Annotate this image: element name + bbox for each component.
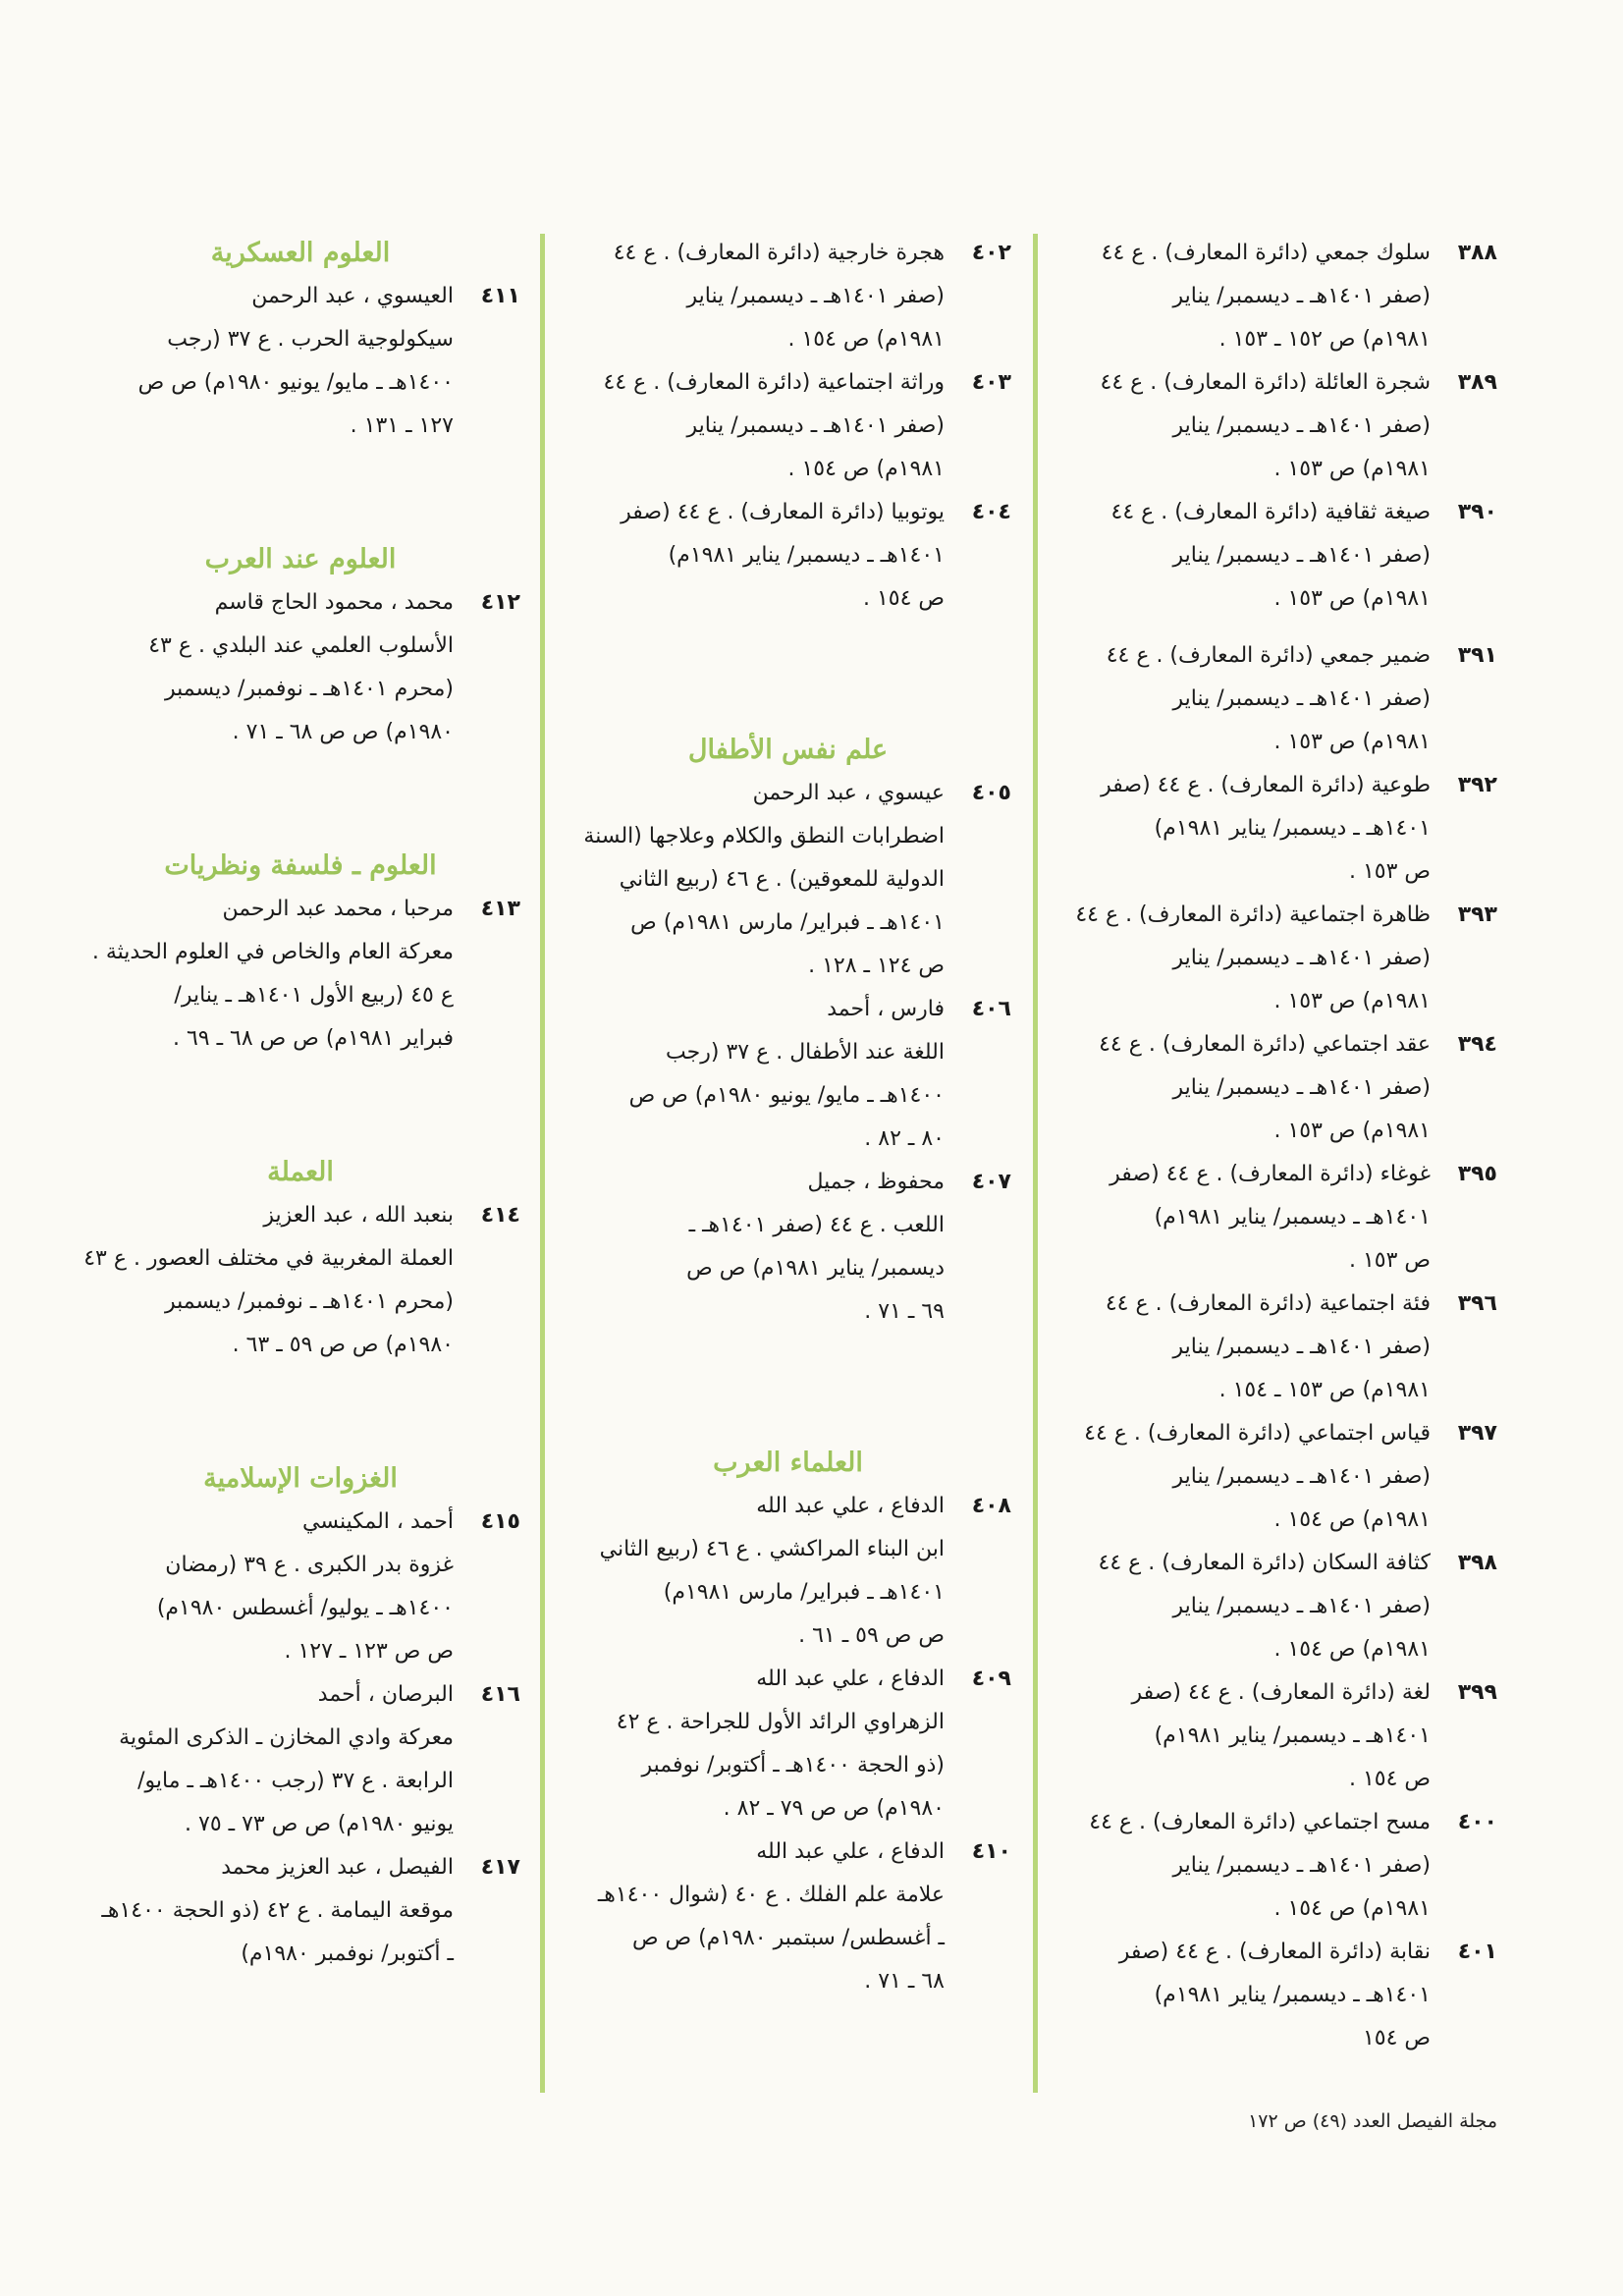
entry-line: ١٤٠١هـ ـ ديسمبر/ يناير ١٩٨١م) xyxy=(1154,1723,1431,1748)
entry-text xyxy=(1055,361,1431,491)
entry-line: ١٩٨١م) ص ١٥٤ . xyxy=(787,327,945,352)
index-entry xyxy=(565,1831,1011,2003)
index-entry xyxy=(565,1485,1011,1658)
entry-number: ٤٠١ xyxy=(1457,1940,1497,1964)
entry-line: معركة وادي المخازن ـ الذكرى المئوية xyxy=(119,1725,454,1750)
index-entry xyxy=(1055,1542,1497,1671)
entry-number: ٤١٤ xyxy=(480,1203,520,1228)
entry-number: ٣٩٠ xyxy=(1457,500,1497,524)
entry-line: وراثة اجتماعية (دائرة المعارف) . ع ٤٤ xyxy=(603,370,945,395)
index-entry xyxy=(81,1673,520,1846)
entry-line: مسح اجتماعي (دائرة المعارف) . ع ٤٤ xyxy=(1089,1810,1431,1834)
block-spacer xyxy=(1055,621,1497,634)
entry-line: ص ص ١٢٣ ـ ١٢٧ . xyxy=(284,1639,454,1664)
entry-text xyxy=(565,1485,945,1658)
entry-text xyxy=(565,1161,945,1334)
page-footer: مجلة الفيصل العدد (٤٩) ص ١٧٢ xyxy=(1248,2110,1497,2132)
entry-line: (صفر ١٤٠١هـ ـ ديسمبر/ يناير xyxy=(1172,946,1431,970)
entry-line: شجرة العائلة (دائرة المعارف) . ع ٤٤ xyxy=(1100,370,1431,395)
entry-number: ٤٠٧ xyxy=(971,1170,1011,1194)
entry-line: سيكولوجية الحرب . ع ٣٧ (رجب xyxy=(167,327,454,352)
entry-line: مرحبا ، محمد عبد الرحمن xyxy=(222,897,454,921)
entry-line: طوعية (دائرة المعارف) . ع ٤٤ (صفر xyxy=(1101,773,1431,797)
entry-line: ص ١٥٣ . xyxy=(1348,1248,1431,1273)
entry-line: ١٩٨١م) ص ١٥٤ . xyxy=(1273,1896,1431,1921)
entry-text xyxy=(565,1831,945,2003)
index-entry xyxy=(565,988,1011,1161)
entry-text xyxy=(1055,232,1431,361)
entry-number: ٤٠٨ xyxy=(971,1494,1011,1518)
entry-line: ص ١٥٣ . xyxy=(1348,859,1431,884)
entry-line: (صفر ١٤٠١هـ ـ ديسمبر/ يناير xyxy=(1172,1464,1431,1489)
entry-line: ص ص ٥٩ ـ ٦١ . xyxy=(798,1623,945,1648)
entry-line: الدفاع ، علي عبد الله xyxy=(756,1839,945,1864)
entry-line: نقابة (دائرة المعارف) . ع ٤٤ (صفر xyxy=(1118,1940,1431,1964)
entry-number: ٣٨٨ xyxy=(1457,241,1497,265)
entry-line: ص ١٥٤ . xyxy=(1348,1767,1431,1791)
entry-text xyxy=(1055,1412,1431,1542)
entry-line: ١٩٨١م) ص ١٥٤ . xyxy=(1273,1637,1431,1662)
entry-text xyxy=(1055,1801,1431,1931)
entry-text xyxy=(565,1658,945,1831)
entry-line: ١٩٨١م) ص ١٥٤ . xyxy=(787,457,945,481)
entry-text xyxy=(81,1501,454,1673)
section-heading: العلماء العرب xyxy=(713,1448,863,1478)
entry-number: ٤٠٥ xyxy=(971,781,1011,805)
block-spacer xyxy=(81,1367,520,1457)
entry-line: ١٩٨١م) ص ١٥٣ ـ ١٥٤ . xyxy=(1218,1378,1431,1402)
entry-text xyxy=(1055,1283,1431,1412)
index-entry xyxy=(81,1501,520,1673)
entry-number: ٣٨٩ xyxy=(1457,370,1497,395)
entry-text xyxy=(1055,1023,1431,1153)
entry-line: الزهراوي الرائد الأول للجراحة . ع ٤٢ xyxy=(616,1710,945,1734)
entry-line: (صفر ١٤٠١هـ ـ ديسمبر/ يناير xyxy=(686,413,945,438)
entry-text xyxy=(1055,1671,1431,1801)
entry-line: (صفر ١٤٠١هـ ـ ديسمبر/ يناير xyxy=(1172,1594,1431,1618)
entry-line: فبراير ١٩٨١م) ص ص ٦٨ ـ ٦٩ . xyxy=(172,1026,454,1051)
entry-line: لغة (دائرة المعارف) . ع ٤٤ (صفر xyxy=(1131,1680,1431,1705)
index-entry xyxy=(81,1846,520,1976)
entry-number: ٤٠٤ xyxy=(971,500,1011,524)
section-heading: العلوم العسكرية xyxy=(210,238,391,268)
entry-text xyxy=(1055,1931,1431,2060)
entry-number: ٤١٢ xyxy=(480,590,520,615)
entry-line: ١٤٠١هـ ـ فبراير/ مارس ١٩٨١م) xyxy=(663,1580,945,1605)
entry-line: علامة علم الفلك . ع ٤٠ (شوال ١٤٠٠هـ xyxy=(597,1883,945,1907)
index-entry xyxy=(1055,764,1497,894)
entry-line: ١٩٨١م) ص ١٥٣ . xyxy=(1273,586,1431,611)
entry-line: ١٢٧ ـ ١٣١ . xyxy=(350,413,454,438)
entry-line: ـ أغسطس/ سبتمبر ١٩٨٠م) ص ص xyxy=(631,1926,945,1950)
index-entry xyxy=(1055,491,1497,621)
block-spacer xyxy=(565,621,1011,729)
column-divider-left xyxy=(540,234,545,2093)
entry-line: ضمير جمعي (دائرة المعارف) . ع ٤٤ xyxy=(1106,643,1431,668)
entry-text xyxy=(1055,764,1431,894)
entry-line: ظاهرة اجتماعية (دائرة المعارف) . ع ٤٤ xyxy=(1075,902,1431,927)
entry-line: ديسمبر/ يناير ١٩٨١م) ص ص xyxy=(686,1256,945,1281)
entry-number: ٣٩٥ xyxy=(1457,1162,1497,1186)
entry-line: قياس اجتماعي (دائرة المعارف) . ع ٤٤ xyxy=(1084,1421,1431,1446)
entry-number: ٤٠٢ xyxy=(971,241,1011,265)
block-spacer xyxy=(81,448,520,538)
entry-line: (صفر ١٤٠١هـ ـ ديسمبر/ يناير xyxy=(1172,686,1431,711)
entry-line: ٨٠ ـ ٨٢ . xyxy=(864,1126,945,1151)
entry-line: (محرم ١٤٠١هـ ـ نوفمبر/ ديسمبر xyxy=(164,1289,454,1314)
entry-number: ٣٩٩ xyxy=(1457,1680,1497,1705)
index-entry xyxy=(81,888,520,1061)
column-divider-right xyxy=(1033,234,1038,2093)
index-entry xyxy=(1055,894,1497,1023)
index-entry xyxy=(565,772,1011,988)
section-heading: العلوم ـ فلسفة ونظريات xyxy=(164,850,437,881)
entry-number: ٤١٣ xyxy=(480,897,520,921)
entry-text xyxy=(81,888,454,1061)
entry-line: ١٩٨١م) ص ١٥٣ . xyxy=(1273,457,1431,481)
entry-number: ٤١٠ xyxy=(971,1839,1011,1864)
column-left xyxy=(81,232,520,1976)
entry-line: أحمد ، المكينسي xyxy=(302,1509,454,1534)
entry-line: العيسوي ، عبد الرحمن xyxy=(251,284,454,308)
entry-line: عقد اجتماعي (دائرة المعارف) . ع ٤٤ xyxy=(1099,1032,1431,1057)
entry-line: ١٤٠٠هـ ـ يوليو/ أغسطس ١٩٨٠م) xyxy=(156,1596,454,1620)
entry-text xyxy=(81,1673,454,1846)
entry-text xyxy=(81,275,454,448)
index-entry xyxy=(565,361,1011,491)
entry-line: محفوظ ، جميل xyxy=(807,1170,945,1194)
entry-line: ص ١٢٤ ـ ١٢٨ . xyxy=(808,954,945,978)
entry-number: ٤٠٦ xyxy=(971,997,1011,1021)
entry-line: اللعب . ع ٤٤ (صفر ١٤٠١هـ ـ xyxy=(688,1213,945,1237)
entry-line: غوغاء (دائرة المعارف) . ع ٤٤ (صفر xyxy=(1109,1162,1431,1186)
entry-text xyxy=(565,361,945,491)
entry-text xyxy=(565,772,945,988)
entry-line: ٦٨ ـ ٧١ . xyxy=(864,1969,945,1994)
entry-line: ١٤٠٠هـ ـ مايو/ يونيو ١٩٨٠م) ص ص xyxy=(137,370,454,395)
index-entry xyxy=(565,1161,1011,1334)
entry-line: (صفر ١٤٠١هـ ـ ديسمبر/ يناير xyxy=(1172,413,1431,438)
entry-text xyxy=(565,491,945,621)
entry-line: (صفر ١٤٠١هـ ـ ديسمبر/ يناير xyxy=(1172,1853,1431,1878)
entry-number: ٣٩٢ xyxy=(1457,773,1497,797)
entry-line: غزوة بدر الكبرى . ع ٣٩ (رمضان xyxy=(165,1553,454,1577)
index-entry xyxy=(1055,1671,1497,1801)
entry-line: ١٤٠١هـ ـ ديسمبر/ يناير ١٩٨١م) xyxy=(668,543,945,568)
entry-line: العملة المغربية في مختلف العصور . ع ٤٣ xyxy=(83,1246,454,1271)
entry-text xyxy=(565,988,945,1161)
entry-number: ٤١٦ xyxy=(480,1682,520,1707)
entry-line: اضطرابات النطق والكلام وعلاجها (السنة xyxy=(583,824,945,848)
entry-line: (محرم ١٤٠١هـ ـ نوفمبر/ ديسمبر xyxy=(164,677,454,701)
index-entry xyxy=(565,1658,1011,1831)
index-entry xyxy=(1055,361,1497,491)
entry-text xyxy=(1055,634,1431,764)
entry-line: ١٩٨١م) ص ١٥٣ . xyxy=(1273,989,1431,1013)
section-heading: العملة xyxy=(267,1157,334,1187)
entry-number: ٤٠٠ xyxy=(1457,1810,1497,1834)
entry-line: (صفر ١٤٠١هـ ـ ديسمبر/ يناير xyxy=(1172,284,1431,308)
entry-line: هجرة خارجية (دائرة المعارف) . ع ٤٤ xyxy=(613,241,945,265)
entry-line: فارس ، أحمد xyxy=(827,997,945,1021)
entry-line: يوتوبيا (دائرة المعارف) . ع ٤٤ (صفر xyxy=(621,500,945,524)
index-entry xyxy=(1055,1023,1497,1153)
entry-line: ١٤٠٠هـ ـ مايو/ يونيو ١٩٨٠م) ص ص xyxy=(628,1083,945,1108)
entry-line: صيغة ثقافية (دائرة المعارف) . ع ٤٤ xyxy=(1110,500,1431,524)
section-heading: علم نفس الأطفال xyxy=(687,735,889,765)
entry-line: بنعبد الله ، عبد العزيز xyxy=(263,1203,454,1228)
entry-line: فئة اجتماعية (دائرة المعارف) . ع ٤٤ xyxy=(1105,1291,1431,1316)
entry-number: ٣٩٨ xyxy=(1457,1551,1497,1575)
entry-line: الفيصل ، عبد العزيز محمد xyxy=(221,1855,454,1880)
entry-line: (صفر ١٤٠١هـ ـ ديسمبر/ يناير xyxy=(686,284,945,308)
entry-line: ١٩٨١م) ص ١٥٣ . xyxy=(1273,730,1431,754)
entry-text xyxy=(565,232,945,361)
entry-line: ١٩٨٠م) ص ص ٧٩ ـ ٨٢ . xyxy=(723,1796,945,1821)
index-entry xyxy=(81,1194,520,1367)
index-entry xyxy=(565,491,1011,621)
index-entry xyxy=(81,275,520,448)
entry-line: الأسلوب العلمي عند البلدي . ع ٤٣ xyxy=(148,633,454,658)
index-entry xyxy=(1055,1153,1497,1283)
index-entry xyxy=(1055,1801,1497,1931)
index-entry xyxy=(81,581,520,754)
section-heading: العلوم عند العرب xyxy=(204,544,397,574)
entry-line: عيسوي ، عبد الرحمن xyxy=(752,781,945,805)
entry-text xyxy=(1055,1542,1431,1671)
section-heading: الغزوات الإسلامية xyxy=(203,1463,398,1494)
entry-line: (صفر ١٤٠١هـ ـ ديسمبر/ يناير xyxy=(1172,1335,1431,1359)
index-entry xyxy=(1055,634,1497,764)
entry-line: (ذو الحجة ١٤٠٠هـ ـ أكتوبر/ نوفمبر xyxy=(641,1753,945,1777)
entry-line: ١٩٨٠م) ص ص ٥٩ ـ ٦٣ . xyxy=(232,1333,454,1357)
entry-line: ص ١٥٤ xyxy=(1362,2026,1431,2050)
entry-text xyxy=(81,1194,454,1367)
entry-text xyxy=(1055,894,1431,1023)
entry-line: موقعة اليمامة . ع ٤٢ (ذو الحجة ١٤٠٠هـ xyxy=(101,1898,454,1923)
entry-number: ٤١٧ xyxy=(480,1855,520,1880)
index-entry xyxy=(1055,1283,1497,1412)
entry-line: سلوك جمعي (دائرة المعارف) . ع ٤٤ xyxy=(1101,241,1431,265)
entry-text xyxy=(81,581,454,754)
entry-line: الدولية للمعوقين) . ع ٤٦ (ربيع الثاني xyxy=(619,867,945,892)
entry-line: ١٩٨١م) ص ١٥٣ . xyxy=(1273,1119,1431,1143)
index-entry xyxy=(565,232,1011,361)
index-entry xyxy=(1055,1931,1497,2060)
entry-line: ١٩٨١م) ص ١٥٢ ـ ١٥٣ . xyxy=(1218,327,1431,352)
entry-number: ٣٩٦ xyxy=(1457,1291,1497,1316)
entry-line: البرصان ، أحمد xyxy=(317,1682,454,1707)
entry-line: ع ٤٥ (ربيع الأول ١٤٠١هـ ـ يناير/ xyxy=(174,983,454,1008)
entry-line: ـ أكتوبر/ نوفمبر ١٩٨٠م) xyxy=(241,1941,454,1966)
entry-line: ١٤٠١هـ ـ فبراير/ مارس ١٩٨١م) ص xyxy=(630,910,945,935)
entry-line: الدفاع ، علي عبد الله xyxy=(756,1494,945,1518)
block-spacer xyxy=(81,754,520,845)
entry-line: ١٩٨٠م) ص ص ٦٨ ـ ٧١ . xyxy=(232,720,454,744)
index-entry xyxy=(1055,1412,1497,1542)
entry-line: محمد ، محمود الحاج قاسم xyxy=(214,590,454,615)
entry-line: ١٤٠١هـ ـ ديسمبر/ يناير ١٩٨١م) xyxy=(1154,1983,1431,2007)
entry-line: ١٤٠١هـ ـ ديسمبر/ يناير ١٩٨١م) xyxy=(1154,1205,1431,1230)
entry-text xyxy=(1055,491,1431,621)
entry-line: الرابعة . ع ٣٧ (رجب ١٤٠٠هـ ـ مايو/ xyxy=(137,1769,454,1793)
column-middle xyxy=(565,232,1011,2003)
entry-number: ٣٩٣ xyxy=(1457,902,1497,927)
entry-line: (صفر ١٤٠١هـ ـ ديسمبر/ يناير xyxy=(1172,543,1431,568)
entry-line: (صفر ١٤٠١هـ ـ ديسمبر/ يناير xyxy=(1172,1075,1431,1100)
entry-line: ١٤٠١هـ ـ ديسمبر/ يناير ١٩٨١م) xyxy=(1154,816,1431,841)
entry-number: ٤١١ xyxy=(480,284,520,308)
entry-number: ٣٩١ xyxy=(1457,643,1497,668)
entry-line: معركة العام والخاص في العلوم الحديثة . xyxy=(91,940,454,964)
column-right xyxy=(1055,232,1497,2060)
entry-line: ١٩٨١م) ص ١٥٤ . xyxy=(1273,1507,1431,1532)
entry-line: ص ١٥٤ . xyxy=(862,586,945,611)
block-spacer xyxy=(81,1061,520,1151)
entry-number: ٣٩٧ xyxy=(1457,1421,1497,1446)
entry-number: ٤٠٣ xyxy=(971,370,1011,395)
entry-text xyxy=(1055,1153,1431,1283)
entry-line: الدفاع ، علي عبد الله xyxy=(756,1667,945,1691)
index-entry xyxy=(1055,232,1497,361)
entry-line: ابن البناء المراكشي . ع ٤٦ (ربيع الثاني xyxy=(599,1537,945,1561)
entry-number: ٤٠٩ xyxy=(971,1667,1011,1691)
block-spacer xyxy=(565,1334,1011,1442)
entry-line: كثافة السكان (دائرة المعارف) . ع ٤٤ xyxy=(1098,1551,1431,1575)
entry-line: يونيو ١٩٨٠م) ص ص ٧٣ ـ ٧٥ . xyxy=(185,1812,454,1836)
entry-text xyxy=(81,1846,454,1976)
entry-line: ٦٩ ـ ٧١ . xyxy=(864,1299,945,1324)
entry-number: ٤١٥ xyxy=(480,1509,520,1534)
entry-number: ٣٩٤ xyxy=(1457,1032,1497,1057)
entry-line: اللغة عند الأطفال . ع ٣٧ (رجب xyxy=(666,1040,945,1065)
